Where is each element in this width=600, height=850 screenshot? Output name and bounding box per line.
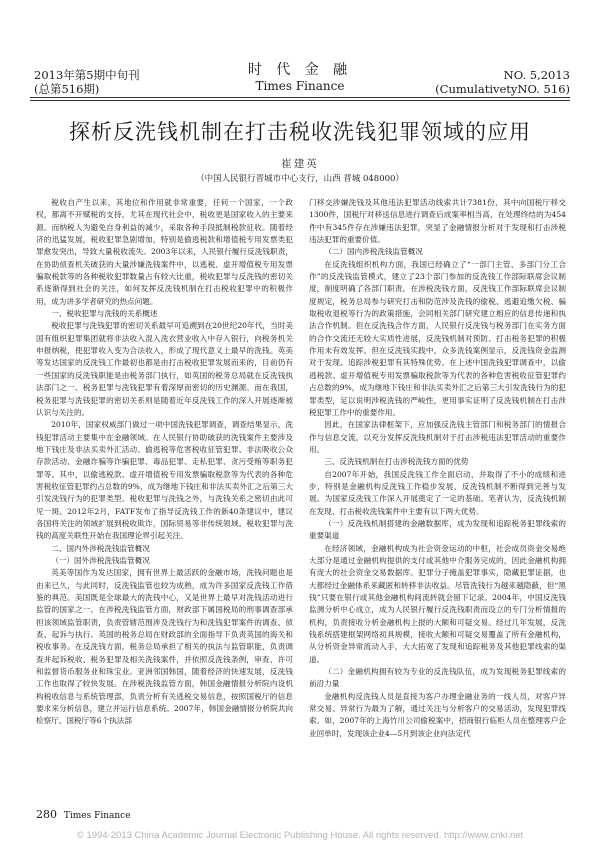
page-number: 280 <box>36 808 57 821</box>
page-footer <box>36 808 131 821</box>
subsection-heading: （二）金融机构拥有较为专业的反洗钱队伍，成为发现税务犯罪线索的前沿力量 <box>309 667 566 689</box>
paragraph: 2010年，国家权威部门做过一项中国洗钱犯罪调查，调查结果显示，洗钱犯罪活动主要集中在金融领域。在人民银行协助破获的洗钱案件主要涉及地下钱庄及非法买卖外汇活动、偷逃税等危害税收征管犯罪、非法吸收公众存款活动、金融诈骗等诈骗犯罪、毒品犯罪、走私犯罪、贪污受贿等职务犯罪等。其中，以偷逃税款、虚开增值税专用发票骗取税款等为代表的各种危害税收征管犯罪约占总数的9%，成为继地下钱庄和非法买卖外汇之后第三大引发洗钱行为的犯罪类型。税收犯罪与洗钱之外，与洗钱关系之密切由此可见一斑。2012年2月，FATF发布了指导反洗钱工作的新40条建议中，建议各国将关注的领域扩展到税收欺诈，国际贸易等非传统领域。税收犯罪与洗钱的高度关联性开始在我国理论界引起关注。 <box>36 420 293 541</box>
section-heading: 三、反洗钱机制在打击涉税洗钱方面的优势 <box>324 457 469 467</box>
subsection-heading: （一）反洗钱机制搭建的金融数据库，成为发现和追踪税务犯罪线索的重要渠道 <box>309 518 566 541</box>
subsection-heading: （二）国内涉税洗钱监管概况 <box>324 247 423 257</box>
issue-info-en <box>435 68 570 96</box>
issue-cn: 2013年第5期中旬刊 <box>34 68 140 82</box>
header-rule-top <box>30 97 570 98</box>
paragraph: 因此，在国家法律框架下，应加强反洗钱主管部门和税务部门的情报合作与信息交流，以充分发挥反洗钱机制对于打击涉税违法犯罪活动的重要作用。 <box>309 420 566 454</box>
article-affiliation: （中国人民银行晋城市中心支行，山西 晋城 048000） <box>196 174 404 184</box>
paragraph: 门移交涉嫌洗钱及其他违法犯罪活动线索共计7381份，其中向国税厅移交1300件，国税厅对移送信息进行调查后成案率相当高，在处理终结的为454件中有345件存在涉嫌违法犯罪，突显了金融情报分析对于发现和打击涉税违法犯罪的重要价值。 <box>309 198 566 245</box>
left-column <box>36 197 293 799</box>
section-heading: 一、税收犯罪与洗钱的关系概述 <box>51 309 158 319</box>
section-heading: 二、国内外涉税洗钱监管概况 <box>51 543 150 553</box>
paragraph: 税收犯罪与洗钱犯罪的密切关系最早可追溯到在20世纪20年代，当时美国有组织犯罪集团就将非法收入混入洗衣营业收入中存入银行，向税务机关申报纳税，使犯罪收入变为合法收入，形成了现代意义上最早的洗钱。英美等发达国家的反洗钱工作最初也都是由打击税收犯罪发展而来的，目前仍有一些国家的反洗钱职能是由税务部门执行，如英国的税务总局就在反洗钱执法部门之一。税务犯罪与洗钱犯罪有着深厚而密切的历史渊源。而在我国，税务犯罪与洗钱犯罪的密切关系则是随着近年反洗钱工作的深入开展逐渐被认识与关注的。 <box>36 321 293 417</box>
paragraph: 自2007年开始，我国反洗钱工作全面启动，并取得了不小的成绩和进步，特别是金融机构反洗钱工作稳步发展，反洗钱机制不断得到完善与发展。为国家反洗钱工作深入开展奠定了一定的基础。笔者认为，反洗钱机制在发现、打击税收洗钱案件中主要有以下两大优势。 <box>309 469 566 516</box>
paragraph: 金融机构反洗钱人员是直接为客户办理金融业务的一线人员，对客户异常交易、异常行为最为了解，通过关注与分析客户的交易活动，发现犯罪线索。如，2007年的上海竹川公司偷税案中，招商银行临柜人员在整理客户企业回单时，发现该企业4—5月到该企业向法定代 <box>309 691 566 738</box>
issue-total-en: (CumulativetyNO. 516) <box>435 82 570 96</box>
right-column <box>309 197 566 799</box>
paragraph: 税收自产生以来，其地位和作用就非常重要，任何一个国家，一个政权，都离不开赋税的支持，尤其在现代社会中，税收更是国家收入的主要来源。而纳税人为避免自身利益的减少，采取各种手段抵制税款征收。随着经济的迅猛发展，税收犯罪急剧增加，特别是偷逃税款和增值税专用发票类犯罪愈发突出，导致大量税收流失。2003年以来，人民银行履行反洗钱职责，在协助侦查机关破获的大量涉嫌洗钱案件中，以逃税、虚开增值税专用发票骗取税款等的各种税收犯罪数量占有较大比重，税收犯罪与反洗钱的密切关系逐渐得到社会的关注，如何发挥反洗钱机制在打击税收犯罪中的积极作用，成为讲多学者研究的热点问题。 <box>36 198 293 306</box>
journal-name-en: Times Finance <box>255 79 345 93</box>
copyright-notice: © 1994-2013 China Academic Journal Electronic Publishing House. All rights reserved. http://www.cnki.net <box>76 830 524 841</box>
paragraph: 在反洗钱组织机构方面，我国已经确立了“一部门主管、多部门分工合作”的反洗钱监管模式，建立了23个部门参加的反洗钱工作部际联席会议制度，制度明确了各部门职责。在涉税洗钱方面，反洗钱工作部际联席会议制度规定，税务总局参与研究打击和防范涉及洗钱的偷税、逃避追缴欠税、骗取税收退税等行为的政策措施，会同相关部门研究建立相应的信息传递和执法合作机制。但在反洗钱合作方面，人民银行反洗钱与税务部门在实务方面的合作交流还无较大实质性进展，反洗钱机制对预防、打击税务犯罪的积极作用未有效发挥。但在反洗钱实践中，众多洗钱案例显示，反洗钱资金监测对于发现、追踪涉税犯罪有其特殊优势。在上述中国洗钱犯罪调查中，以偷逃税款、虚开增值税专用发票骗取税款等为代表的各种危害税收征管犯罪约占总数的9%，成为继地下钱庄和非法买卖外汇之后第三大引发洗钱行为的犯罪类型，足以说明涉税洗钱的严峻性，更用事实证明了反洗钱机制在打击涉税犯罪工作中的重要作用。 <box>309 259 566 417</box>
subsection-heading: （一）国外涉税洗钱监管概况 <box>51 555 150 565</box>
issue-total-cn: (总第516期) <box>34 82 100 96</box>
article-title: 探析反洗钱机制在打击税收洗钱犯罪领域的应用 <box>69 120 531 144</box>
footer-journal: Times Finance <box>63 811 131 821</box>
paragraph: 在经济领域，金融机构成为社会资金运动的中枢，社会成员资金交易绝大部分是通过金融机构提供的支付或其他中介服务完成的，因此金融机构拥有庞大的社会资金交易数据库。犯罪分子掩盖犯罪事实，隐藏犯罪证据，也大都经过金融体系来藏匿和转移非法收益。尽管洗钱行为越来越隐蔽，但“黑钱”只要在银行或其他金融机构间流转就会留下记录。2004年，中国反洗钱监测分析中心成立，成为人民银行履行反洗钱职责而设立的专门分析情报的机构，负责接收分析金融机构上报的大额和可疑交易。经过几年发展，反洗钱系统搭建框架网络初具规模，接收大额和可疑交易覆盖了所有金融机构，从分析资金异常流动入手，大大拓宽了发现和追踪税务及其他犯罪线索的渠道。 <box>309 543 566 664</box>
issue-en: NO. 5,2013 <box>503 68 570 82</box>
journal-name-cn: 时 代 金 融 <box>247 62 353 78</box>
header-rule-bottom <box>30 100 570 101</box>
article-author: 崔建英 <box>281 158 319 170</box>
paragraph: 英美等国作为发达国家，拥有世界上最活跃的金融市场，洗钱问题也是由来已久，与此同时，反洗钱监管也较为成熟，成为许多国家反洗钱工作借鉴的典范。美国既是全球最大的洗钱中心，又是世界上最早对洗钱活动进行监管的国家之一。在涉税洗钱监管方面，财政部下属国税局的刑事调查部承担该领域监管职责，负责管辖范围涉及洗钱行为和洗钱犯罪案件的调查、侦查、起诉与执行。英国的税务总局在财政部的全面指导下负责英国的海关和税收事务。在反洗钱方面，税务总局承担了相关的执法与监管职能，负责调查并起诉税收、税务犯罪及相关洗钱案件，并依照反洗钱条例，审查、许可和监督货币服务业和珠宝业。亚洲邻国韩国，随着经济的快速发展，反洗钱工作也取得了较快发展。在涉税洗钱监管方面，韩国金融情报分析院内设机构税收信息与系统管理部，负责分析有关逃税交易信息，按照国税厅的信息要求来分析信息，建立并运行信息系统。2007年，韩国金融情报分析院共向检察厅、国税厅等6个执法部 <box>36 568 293 726</box>
